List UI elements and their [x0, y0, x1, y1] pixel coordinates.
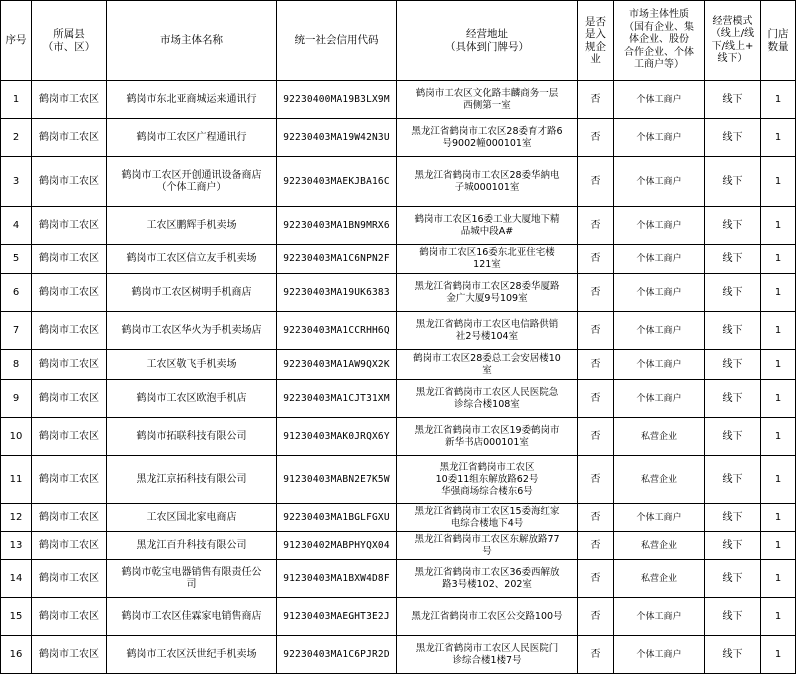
cell-nature: 个体工商户 [614, 274, 705, 312]
cell-credit-code: 92230403MA19UK6383 [277, 274, 397, 312]
cell-enterprise: 否 [578, 560, 614, 598]
cell-stores: 1 [761, 504, 796, 532]
cell-county: 鹤岗市工农区 [32, 207, 107, 245]
cell-credit-code: 92230403MA1AW9QX2K [277, 350, 397, 380]
cell-nature: 个体工商户 [614, 312, 705, 350]
cell-enterprise: 否 [578, 245, 614, 274]
table-row [1, 157, 796, 207]
cell-mode: 线下 [705, 504, 761, 532]
table-row [1, 598, 796, 636]
header-seq: 序号 [1, 1, 32, 81]
cell-county: 鹤岗市工农区 [32, 157, 107, 207]
cell-nature: 私营企业 [614, 532, 705, 560]
cell-nature: 私营企业 [614, 456, 705, 504]
header-address: 经营地址 （具体到门牌号） [397, 1, 578, 81]
table-body [1, 81, 796, 674]
cell-name: 鹤岗市工农区华火为手机卖场店 [107, 312, 277, 350]
table-row [1, 207, 796, 245]
cell-county: 鹤岗市工农区 [32, 560, 107, 598]
cell-credit-code: 92230403MA1CJT31XM [277, 380, 397, 418]
cell-enterprise: 否 [578, 274, 614, 312]
cell-nature: 个体工商户 [614, 245, 705, 274]
cell-credit-code: 91230403MABN2E7K5W [277, 456, 397, 504]
cell-credit-code: 91230403MA1BXW4D8F [277, 560, 397, 598]
cell-mode: 线下 [705, 274, 761, 312]
cell-stores: 1 [761, 274, 796, 312]
cell-mode: 线下 [705, 207, 761, 245]
header-credit-code: 统一社会信用代码 [277, 1, 397, 81]
cell-seq: 6 [1, 274, 32, 312]
cell-county: 鹤岗市工农区 [32, 598, 107, 636]
cell-county: 鹤岗市工农区 [32, 636, 107, 674]
cell-name: 鹤岗市工农区开创通讯设备商店 （个体工商户） [107, 157, 277, 207]
cell-mode: 线下 [705, 350, 761, 380]
cell-credit-code: 91230403MAEGHT3E2J [277, 598, 397, 636]
header-stores: 门店 数量 [761, 1, 796, 81]
cell-address: 黑龙江省鹤岗市工农区15委海红家 电综合楼地下4号 [397, 504, 578, 532]
cell-nature: 个体工商户 [614, 207, 705, 245]
cell-county: 鹤岗市工农区 [32, 312, 107, 350]
table-row [1, 380, 796, 418]
cell-nature: 个体工商户 [614, 119, 705, 157]
cell-enterprise: 否 [578, 532, 614, 560]
header-name: 市场主体名称 [107, 1, 277, 81]
cell-county: 鹤岗市工农区 [32, 532, 107, 560]
cell-county: 鹤岗市工农区 [32, 119, 107, 157]
header-row [1, 1, 796, 81]
cell-mode: 线下 [705, 157, 761, 207]
cell-county: 鹤岗市工农区 [32, 245, 107, 274]
cell-seq: 16 [1, 636, 32, 674]
cell-credit-code: 92230403MA1C6PJR2D [277, 636, 397, 674]
cell-mode: 线下 [705, 456, 761, 504]
table-row [1, 81, 796, 119]
cell-name: 鹤岗市工农区树明手机商店 [107, 274, 277, 312]
cell-address: 黑龙江省鹤岗市工农区公交路100号 [397, 598, 578, 636]
table-row [1, 245, 796, 274]
cell-county: 鹤岗市工农区 [32, 350, 107, 380]
cell-address: 黑龙江省鹤岗市工农区28委华厦路 金广大厦9号109室 [397, 274, 578, 312]
cell-name: 黑龙江京拓科技有限公司 [107, 456, 277, 504]
table-row [1, 312, 796, 350]
cell-seq: 8 [1, 350, 32, 380]
cell-nature: 私营企业 [614, 560, 705, 598]
cell-county: 鹤岗市工农区 [32, 418, 107, 456]
cell-mode: 线下 [705, 560, 761, 598]
cell-enterprise: 否 [578, 456, 614, 504]
cell-mode: 线下 [705, 245, 761, 274]
cell-address: 黑龙江省鹤岗市工农区东解放路77 号 [397, 532, 578, 560]
cell-seq: 4 [1, 207, 32, 245]
cell-mode: 线下 [705, 380, 761, 418]
cell-credit-code: 92230403MAEKJBA16C [277, 157, 397, 207]
cell-name: 鹤岗市工农区佳霖家电销售商店 [107, 598, 277, 636]
cell-county: 鹤岗市工农区 [32, 380, 107, 418]
cell-enterprise: 否 [578, 207, 614, 245]
cell-credit-code: 92230403MA1C6NPN2F [277, 245, 397, 274]
cell-address: 黑龙江省鹤岗市工农区人民医院急 诊综合楼108室 [397, 380, 578, 418]
cell-seq: 15 [1, 598, 32, 636]
cell-seq: 11 [1, 456, 32, 504]
cell-mode: 线下 [705, 598, 761, 636]
cell-stores: 1 [761, 636, 796, 674]
cell-stores: 1 [761, 350, 796, 380]
cell-address: 鹤岗市工农区28委总工会安居楼10 室 [397, 350, 578, 380]
cell-credit-code: 91230403MAK0JRQX6Y [277, 418, 397, 456]
cell-enterprise: 否 [578, 380, 614, 418]
cell-address: 黑龙江省鹤岗市工农区28委育才路6 号9002幢000101室 [397, 119, 578, 157]
cell-credit-code: 91230402MABPHYQX04 [277, 532, 397, 560]
cell-nature: 私营企业 [614, 418, 705, 456]
cell-seq: 13 [1, 532, 32, 560]
cell-address: 鹤岗市工农区16委工业大厦地下精 品城中段A# [397, 207, 578, 245]
cell-credit-code: 92230403MA1BN9MRX6 [277, 207, 397, 245]
cell-nature: 个体工商户 [614, 380, 705, 418]
cell-credit-code: 92230403MA1CCRHH6Q [277, 312, 397, 350]
cell-address: 黑龙江省鹤岗市工农区36委西解放 路3号楼102、202室 [397, 560, 578, 598]
cell-stores: 1 [761, 560, 796, 598]
cell-name: 鹤岗市东北亚商城运来通讯行 [107, 81, 277, 119]
cell-name: 鹤岗市工农区广程通讯行 [107, 119, 277, 157]
cell-enterprise: 否 [578, 157, 614, 207]
cell-credit-code: 92230403MA19W42N3U [277, 119, 397, 157]
table-row [1, 504, 796, 532]
cell-mode: 线下 [705, 312, 761, 350]
cell-stores: 1 [761, 532, 796, 560]
cell-stores: 1 [761, 157, 796, 207]
cell-stores: 1 [761, 245, 796, 274]
table-row [1, 636, 796, 674]
cell-mode: 线下 [705, 119, 761, 157]
cell-county: 鹤岗市工农区 [32, 504, 107, 532]
cell-nature: 个体工商户 [614, 636, 705, 674]
cell-mode: 线下 [705, 81, 761, 119]
table-row [1, 560, 796, 598]
cell-address: 黑龙江省鹤岗市工农区 10委11组东解放路62号 华强商场综合楼东6号 [397, 456, 578, 504]
cell-nature: 个体工商户 [614, 350, 705, 380]
cell-address: 鹤岗市工农区文化路丰麟商务一层 西侧第一室 [397, 81, 578, 119]
cell-stores: 1 [761, 119, 796, 157]
cell-name: 鹤岗市工农区信立友手机卖场 [107, 245, 277, 274]
header-county: 所属县 （市、区） [32, 1, 107, 81]
cell-mode: 线下 [705, 532, 761, 560]
cell-seq: 5 [1, 245, 32, 274]
table-row [1, 456, 796, 504]
cell-name: 鹤岗市拓联科技有限公司 [107, 418, 277, 456]
cell-stores: 1 [761, 598, 796, 636]
cell-nature: 个体工商户 [614, 598, 705, 636]
cell-name: 工农区国北家电商店 [107, 504, 277, 532]
cell-stores: 1 [761, 418, 796, 456]
cell-county: 鹤岗市工农区 [32, 274, 107, 312]
cell-address: 黑龙江省鹤岗市工农区19委鹤岗市 新华书店000101室 [397, 418, 578, 456]
cell-name: 鹤岗市工农区欧泡手机店 [107, 380, 277, 418]
cell-stores: 1 [761, 456, 796, 504]
cell-county: 鹤岗市工农区 [32, 456, 107, 504]
cell-county: 鹤岗市工农区 [32, 81, 107, 119]
cell-credit-code: 92230403MA1BGLFGXU [277, 504, 397, 532]
cell-credit-code: 92230400MA19B3LX9M [277, 81, 397, 119]
cell-stores: 1 [761, 312, 796, 350]
cell-name: 工农区敬飞手机卖场 [107, 350, 277, 380]
cell-seq: 1 [1, 81, 32, 119]
header-mode: 经营模式 （线上/线 下/线上+ 线下） [705, 1, 761, 81]
cell-address: 黑龙江省鹤岗市工农区28委华納电 子城000101室 [397, 157, 578, 207]
cell-seq: 10 [1, 418, 32, 456]
cell-stores: 1 [761, 207, 796, 245]
cell-address: 黑龙江省鹤岗市工农区人民医院门 诊综合楼1楼7号 [397, 636, 578, 674]
cell-enterprise: 否 [578, 598, 614, 636]
cell-name: 工农区鹏辉手机卖场 [107, 207, 277, 245]
cell-enterprise: 否 [578, 119, 614, 157]
cell-enterprise: 否 [578, 312, 614, 350]
cell-seq: 2 [1, 119, 32, 157]
cell-address: 鹤岗市工农区16委东北亚住宅楼 121室 [397, 245, 578, 274]
cell-name: 鹤岗市工农区沃世纪手机卖场 [107, 636, 277, 674]
header-nature: 市场主体性质 （国有企业、集 体企业、股份 合作企业、个体 工商户等） [614, 1, 705, 81]
cell-address: 黑龙江省鹤岗市工农区电信路供销 社2号楼104室 [397, 312, 578, 350]
cell-enterprise: 否 [578, 418, 614, 456]
cell-stores: 1 [761, 81, 796, 119]
cell-enterprise: 否 [578, 504, 614, 532]
cell-enterprise: 否 [578, 350, 614, 380]
cell-nature: 个体工商户 [614, 157, 705, 207]
cell-mode: 线下 [705, 636, 761, 674]
table-row [1, 350, 796, 380]
cell-seq: 12 [1, 504, 32, 532]
cell-enterprise: 否 [578, 81, 614, 119]
cell-mode: 线下 [705, 418, 761, 456]
table-row [1, 418, 796, 456]
cell-name: 鹤岗市乾宝电器销售有限责任公 司 [107, 560, 277, 598]
table-row [1, 274, 796, 312]
cell-name: 黑龙江百升科技有限公司 [107, 532, 277, 560]
cell-seq: 9 [1, 380, 32, 418]
cell-seq: 3 [1, 157, 32, 207]
cell-seq: 7 [1, 312, 32, 350]
cell-nature: 个体工商户 [614, 504, 705, 532]
cell-stores: 1 [761, 380, 796, 418]
table-row [1, 119, 796, 157]
cell-enterprise: 否 [578, 636, 614, 674]
header-enterprise: 是否 是入 规企 业 [578, 1, 614, 81]
table-row [1, 532, 796, 560]
cell-seq: 14 [1, 560, 32, 598]
cell-nature: 个体工商户 [614, 81, 705, 119]
